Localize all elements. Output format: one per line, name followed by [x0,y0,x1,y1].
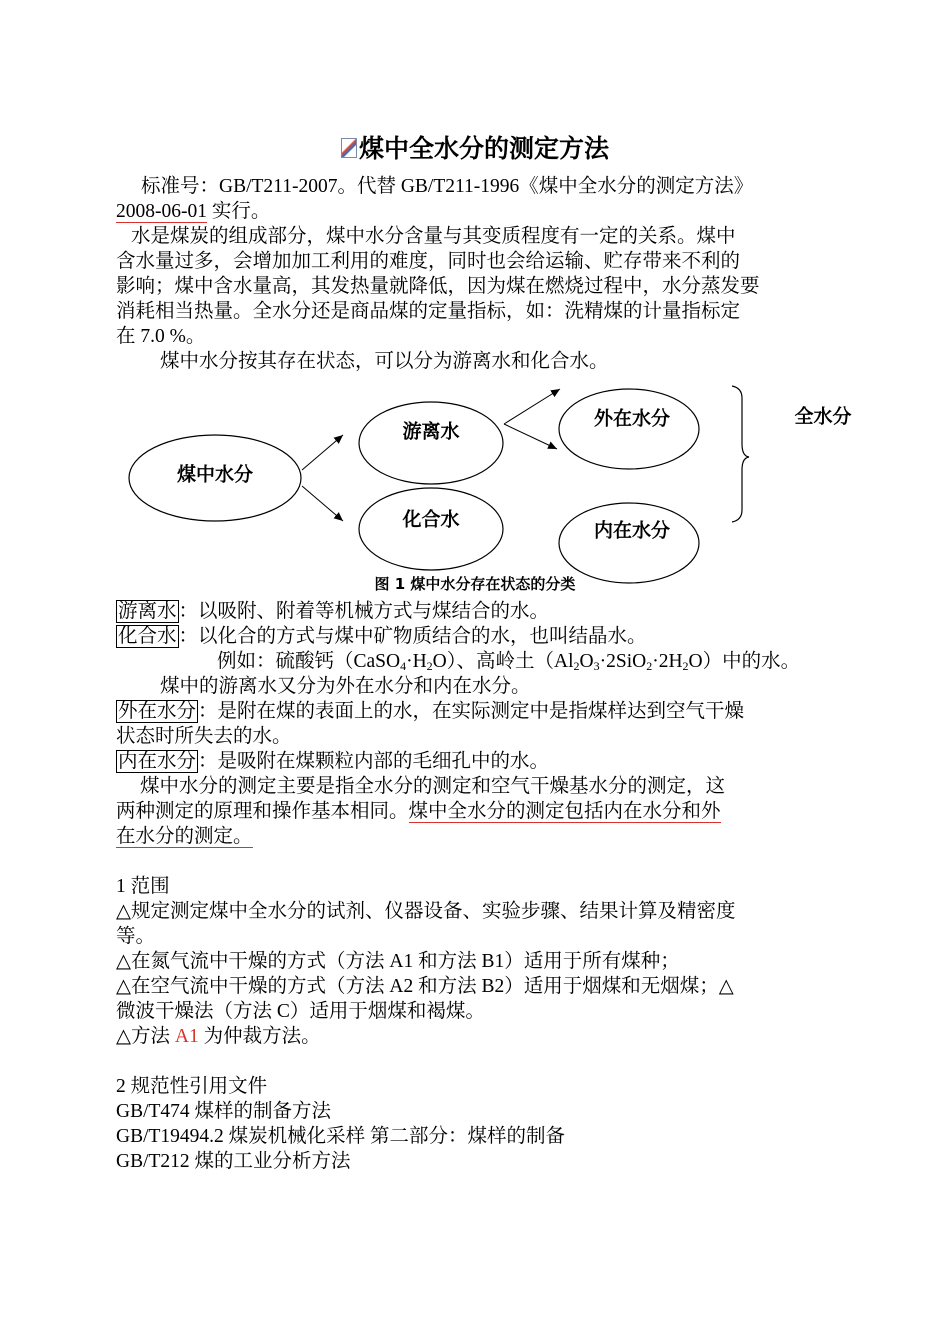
scope-line-3: △在氮气流中干燥的方式（方法 A1 和方法 B1）适用于所有煤种； [116,951,680,972]
water-classification-diagram [0,380,950,585]
section-2-heading: 2 规范性引用文件 [116,1076,268,1097]
summary-line-3: 在水分的测定。 [116,826,253,847]
arrow-to-combined-water [302,486,343,521]
coal-moisture-label: 煤中水分 [176,463,254,486]
arrow-to-external-moisture [504,389,560,424]
internal-moisture-definition: 内在水分 ：是吸附在煤颗粒内部的毛细孔中的水。 [118,751,550,772]
implementation-date: 2008-06-01 [116,201,207,222]
external-moisture-term: 外在水分 [118,701,197,722]
example-line: 例如：硫酸钙$(CaSO_4\cdot H_2O)$、高岭土$(Al_2O_3\cdot 2SiO_2\cdot 2H_2O)$中的水。 [217,651,801,673]
combined-water-definition: 化合水 ：以化合的方式与煤中矿物质结合的水，也叫结晶水。 [118,626,647,647]
total-moisture-brace [732,386,749,522]
free-water-term: 游离水 [118,601,177,622]
standard-number-line: 标准号：GB/T211-2007。代替 GB/T211-1996《煤中全水分的测定方法》 [141,176,754,197]
external-moisture-label: 外在水分 [593,407,671,430]
scope-line-5: 微波干燥法（方法 C）适用于烟煤和褐煤。 [116,1001,485,1022]
page-title: 煤中全水分的测定方法 [0,133,950,165]
method-a1: A1 [174,1026,199,1047]
state-intro: 煤中水分按其存在状态，可以分为游离水和化合水。 [160,351,609,372]
summary-line-2: 两种测定的原理和操作基本相同。煤中全水分的测定包括内在水分和外 [116,801,721,822]
intro-line-3: 影响；煤中含水量高，其发热量就降低，因为煤在燃烧过程中，水分蒸发要 [116,276,760,297]
scope-line-4: △在空气流中干燥的方式（方法 A2 和方法 B2）适用于烟煤和无烟煤；△ [116,976,734,997]
intro-line-4: 消耗相当热量。全水分还是商品煤的定量指标，如：洗精煤的计量指标定 [116,301,741,322]
arrow-to-internal-moisture [504,424,557,449]
external-moisture-definition: 外在水分 ：是附在煤的表面上的水，在实际测定中是指煤样达到空气干燥 [118,701,745,722]
intro-line-1: 水是煤炭的组成部分，煤中水分含量与其变质程度有一定的关系。煤中 [131,226,736,247]
total-moisture-label: 全水分 [794,405,852,428]
external-moisture-definition-cont: 状态时所失去的水。 [116,726,292,747]
free-water-split: 煤中的游离水又分为外在水分和内在水分。 [160,676,531,697]
section-1-heading: 1 范围 [116,876,170,897]
document-icon [341,138,357,158]
free-water-label: 游离水 [402,420,460,443]
combined-water-term: 化合水 [118,626,177,647]
combined-water-label: 化合水 [402,508,460,531]
summary-line-1: 煤中水分的测定主要是指全水分的测定和空气干燥基水分的测定，这 [140,776,726,797]
internal-moisture-node [559,503,699,583]
intro-line-5: 在 7.0 %。 [116,326,206,347]
free-water-node [359,402,503,484]
internal-moisture-label: 内在水分 [593,519,671,542]
internal-moisture-term: 内在水分 [118,751,197,772]
arrow-to-free-water [302,435,343,470]
reference-item: GB/T212 煤的工业分析方法 [116,1151,351,1172]
reference-item: GB/T474 煤样的制备方法 [116,1101,332,1122]
implementation-date-line: 2008-06-01 实行。 [116,201,271,222]
intro-line-2: 含水量过多，会增加加工利用的难度，同时也会给运输、贮存带来不利的 [116,251,741,272]
scope-line-1: △规定测定煤中全水分的试剂、仪器设备、实验步骤、结果计算及精密度 [116,901,736,922]
scope-line-6: △方法 A1 为仲裁方法。 [116,1026,321,1047]
figure-caption: 图 1 煤中水分存在状态的分类 [374,575,576,593]
reference-item: GB/T19494.2 煤炭机械化采样 第二部分：煤样的制备 [116,1126,566,1147]
free-water-definition: 游离水 ：以吸附、附着等机械方式与煤结合的水。 [118,601,550,622]
scope-line-2: 等。 [116,926,156,947]
